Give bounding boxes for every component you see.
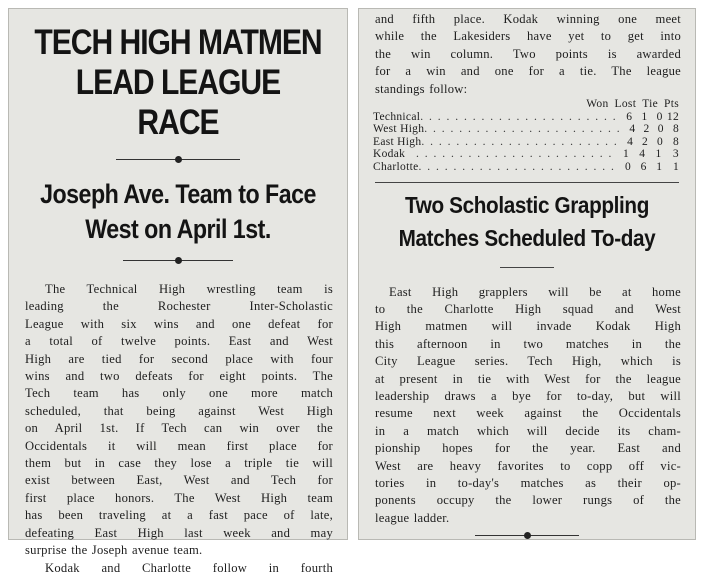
body-line: East High grapplers will be at home [389,284,681,299]
standings-team: West High [373,123,425,136]
section-divider-rule [375,182,679,183]
body-line: surprise the Joseph avenue team. [25,543,203,558]
standings-won: 0 [624,161,631,173]
body-line: a total of twelve points. East and West [25,334,333,349]
standings-header-lost: Lost [614,98,637,111]
body-line: High are tied for second place with four [25,351,333,366]
headline-short-rule [500,267,554,268]
standings-lost: 2 [643,123,650,136]
subheadline-divider [123,256,233,266]
standings-pts: 3 [672,148,679,161]
standings-won: 1 [623,148,630,161]
body-line: scheduled, that being against West High [25,403,333,418]
subheadline-line-1: Joseph Ave. Team to Face [40,179,316,209]
body-line: league ladder. [375,510,450,525]
body-line: to the Charlotte High squad and West [375,302,681,316]
body-line: leading the Rochester Inter-Scholastic [25,299,333,314]
body-line: Occidentals it will mean first place for [25,438,333,453]
headline-divider [116,155,240,165]
standings-pts: 12 [666,110,679,123]
standings-pts: 8 [672,135,679,148]
main-headline-line-2: LEAD LEAGUE RACE [75,63,281,142]
standings-tie: 0 [657,123,664,136]
body-line: tories in to-day's matches as their op- [375,476,681,491]
standings-pts: 1 [672,161,679,173]
right-article-clipping [358,8,696,540]
continuation-line: standings follow: [375,81,468,96]
left-article-body [9,281,347,577]
body-line: High matmen will invade Kodak High [375,319,681,334]
standings-header-tie: Tie [642,98,659,111]
standings-tie: 0 [656,110,663,123]
continuation-line: for a win and one for a tie. The league [375,64,681,79]
standings-won: 6 [626,110,633,123]
subheadline [33,177,324,247]
standings-tie: 1 [655,148,662,161]
standings-won: 4 [627,135,634,148]
body-line: wins and two defeats for eight points. The [25,369,333,384]
body-line: pionship hopes for the year. East and [375,441,681,456]
standings-won: 4 [629,123,636,136]
main-headline [33,23,324,143]
main-headline-line-1: TECH HIGH MATMEN [34,23,322,62]
standings-lost: 6 [640,161,647,173]
standings-team: Kodak [373,148,406,161]
body-line: Tech team has only one more match [25,386,333,401]
league-standings-table [359,98,695,174]
standings-row: West High . . . . . . . . . . . . . . . . . . . . . . . 4 2 0 8 [373,123,679,136]
standings-lost: 2 [642,135,649,148]
continuation-line: the win column. Two points is awarded [375,46,681,61]
body-line: has been traveling at a fast pace of late, [25,508,333,523]
standings-team: East High [373,135,422,148]
standings-pts: 8 [672,123,679,136]
body-line: West are heavy favorites to copp off vic- [375,458,681,473]
left-article-clipping [8,8,348,575]
second-headline [376,189,678,255]
standings-header-pts: Pts [664,98,679,111]
body-line: League with six wins and one defeat for [25,316,333,331]
standings-tie: 0 [656,135,664,148]
standings-lost: 1 [641,110,648,123]
body-line: City League series. Tech High, which is [375,354,681,369]
standings-team: Technical [373,110,421,123]
body-line: this afternoon in two matches in the [375,336,681,351]
body-line: at present in tie with West for the league [375,371,681,386]
standings-row: Kodak . . . . . . . . . . . . . . . . . . . . . . . 1 4 1 3 [373,148,679,161]
body-line: ponents occupy the lower rungs of the [375,493,681,508]
body-line: resume next week against the Occidentals [375,406,681,421]
continuation-text [359,11,695,98]
subheadline-line-2: West on April 1st. [85,214,271,244]
body-line: in a match which will decide its cham- [375,423,681,438]
body-line: leadership draws a bye for to-day, but will [375,389,681,404]
standings-row: Technical . . . . . . . . . . . . . . . . . . . . . . . 6 1 0 12 [373,110,679,123]
standings-tie: 1 [656,161,663,173]
standings-lost: 4 [639,148,646,161]
standings-header-won: Won [586,98,609,111]
body-line: defeating East High last week and may [25,525,333,540]
second-headline-line-2: Matches Scheduled To-day [398,224,656,251]
end-divider [475,531,579,541]
body-line: them but in case they lose a triple tie will [25,456,333,471]
standings-row: Charlotte . . . . . . . . . . . . . . . . . . . . . . . 0 6 1 1 [373,161,679,173]
standings-header [373,98,679,111]
standings-row: East High . . . . . . . . . . . . . . . . . . . . . . . 4 2 0 8 [373,135,679,148]
body-line: exist between East, West and Tech for [25,473,333,488]
right-article-body [359,284,695,528]
standings-team: Charlotte [373,161,419,173]
continuation-line: and fifth place. Kodak winning one meet [375,12,681,26]
second-headline-line-1: Two Scholastic Grappling [404,191,650,218]
continuation-line: while the Lakesiders have yet to get into [375,29,681,44]
body-line: Kodak and Charlotte follow in fourth [45,560,333,575]
body-line: The Technical High wrestling team is [45,282,333,296]
body-line: first place honors. The West High team [25,490,333,505]
body-line: on April 1st. If Tech can win over the [25,421,333,436]
